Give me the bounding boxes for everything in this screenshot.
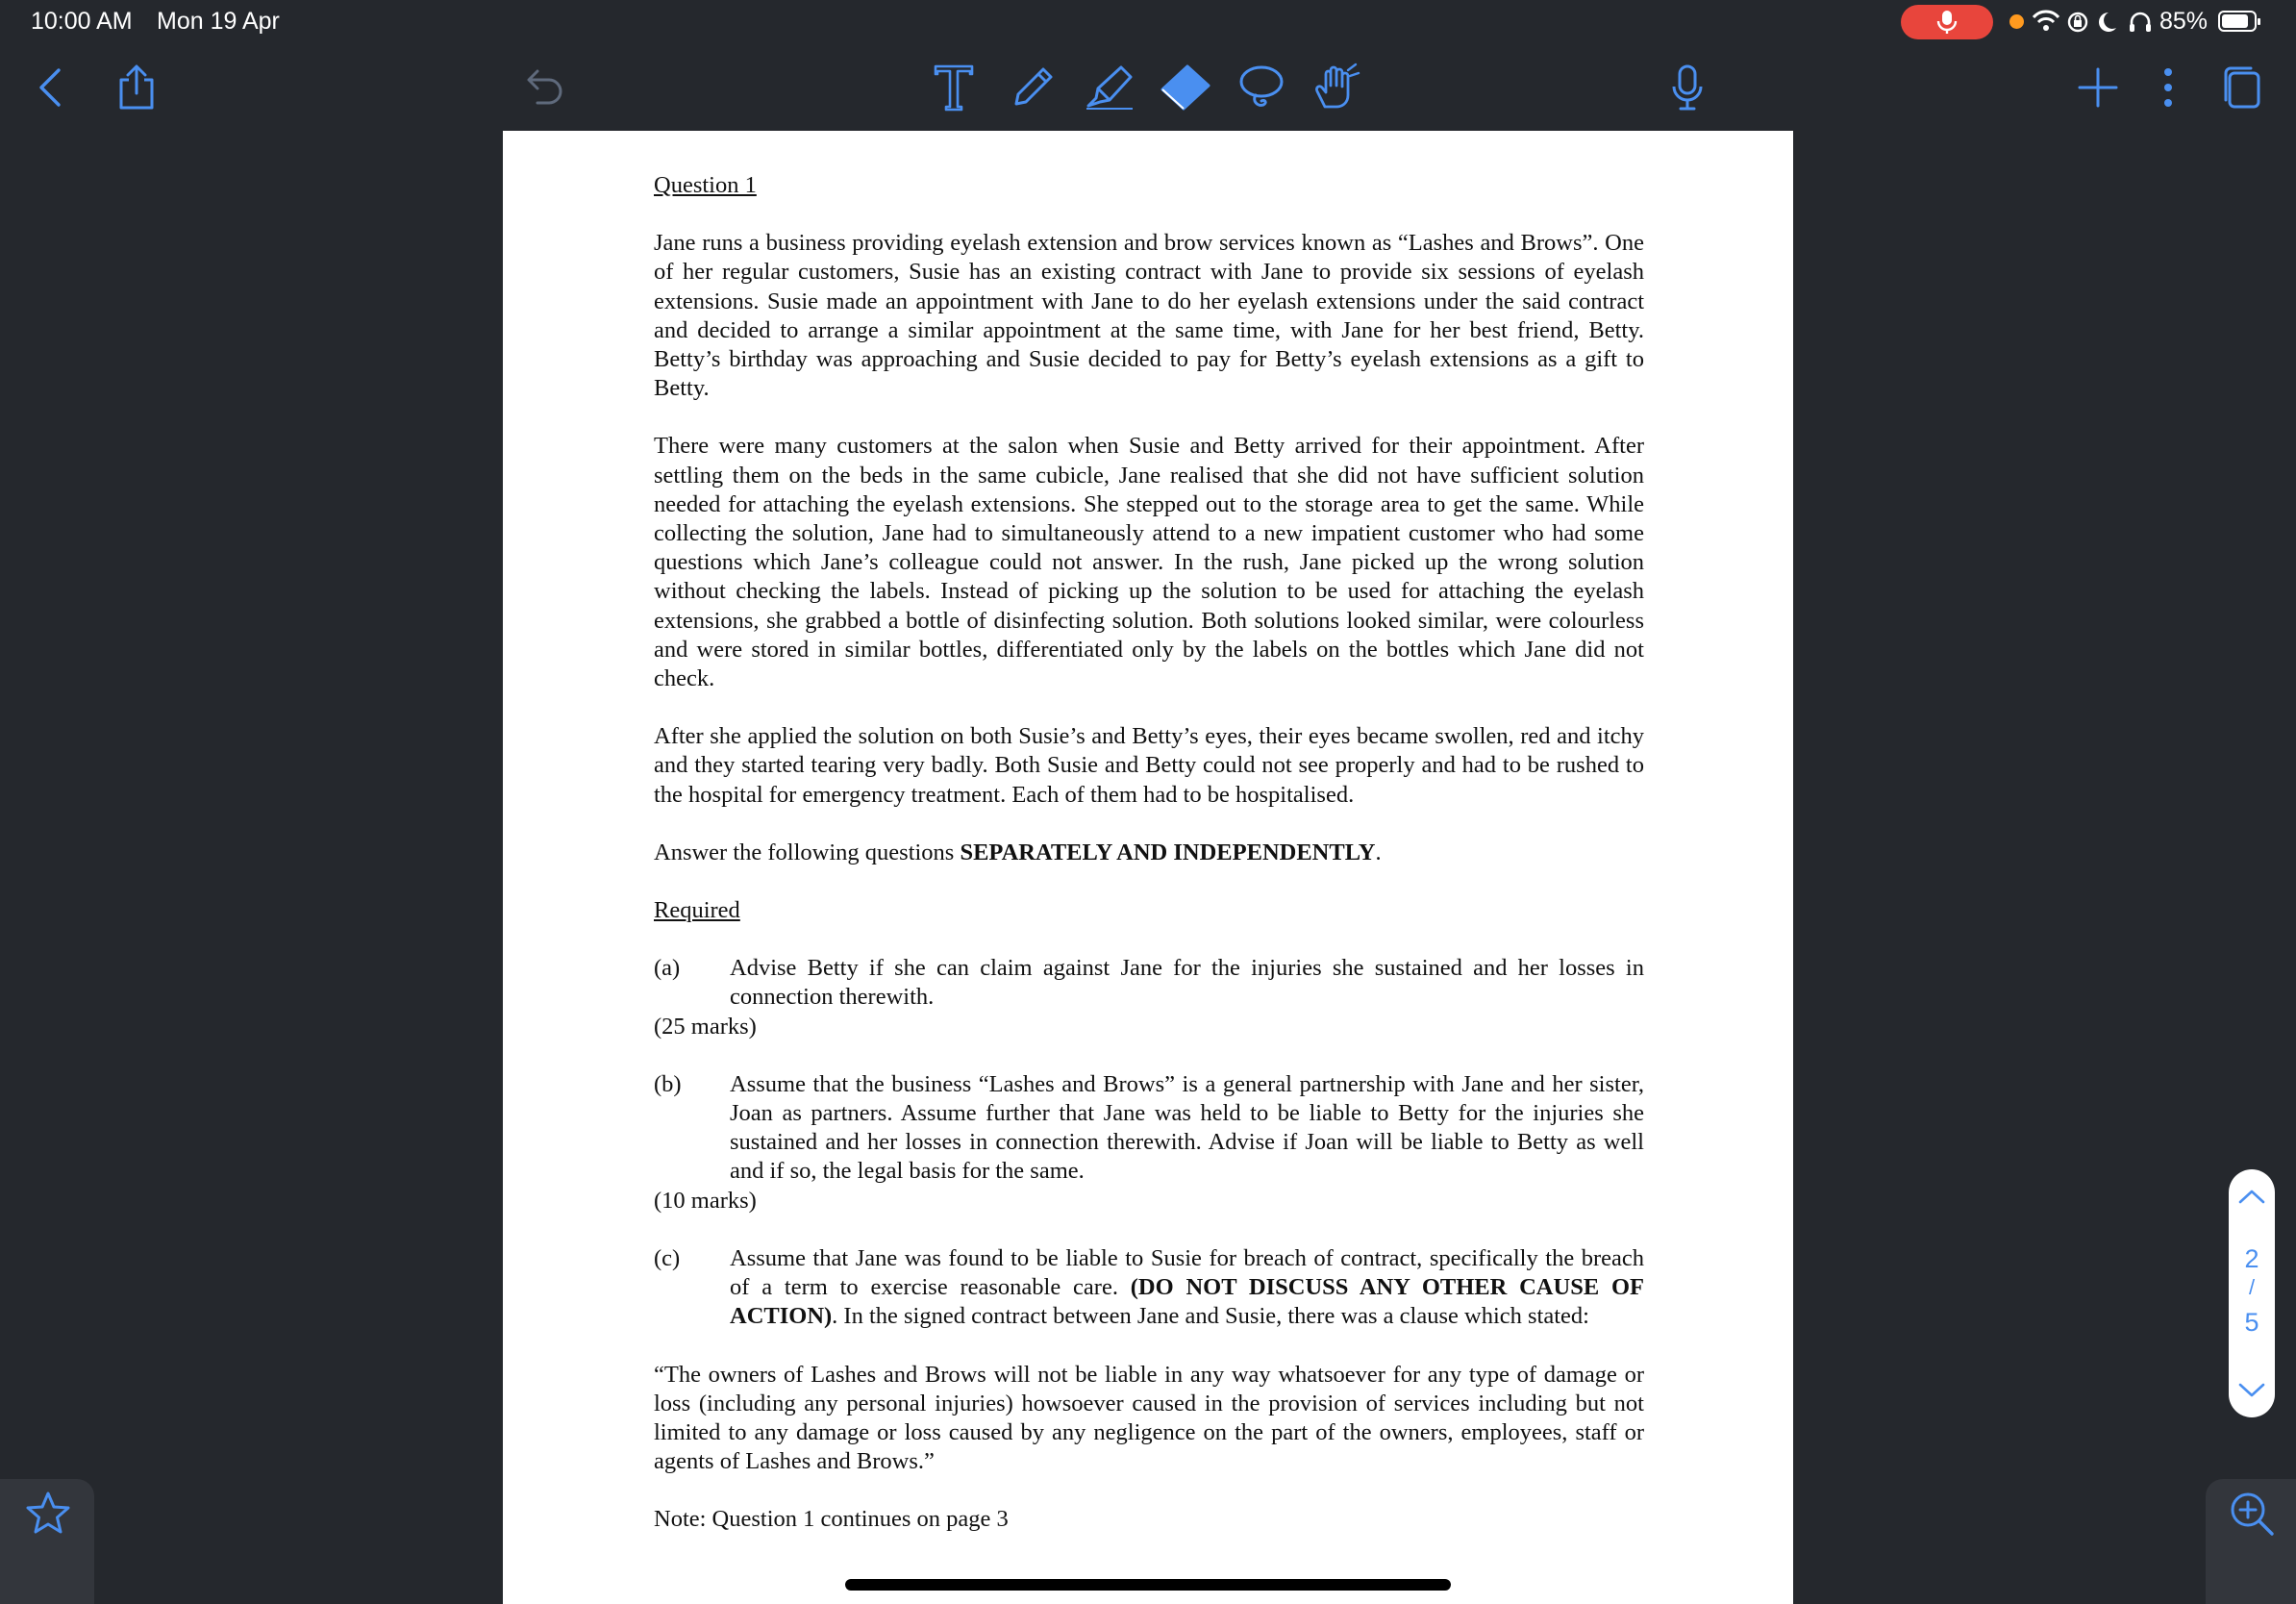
annotation-toolbar [0, 44, 2296, 131]
page-navigator [2229, 1169, 2275, 1417]
item-label: (b) [654, 1070, 682, 1097]
rotation-lock-icon [2069, 13, 2086, 31]
page-separator: / [2248, 1275, 2256, 1299]
status-date: Mon 19 Apr [157, 8, 280, 35]
continuation-note: Note: Question 1 continues on page 3 [654, 1506, 1009, 1533]
item-text [730, 1244, 1644, 1332]
undo-button[interactable] [514, 44, 572, 131]
highlighter-tool-button[interactable] [1081, 44, 1138, 131]
document-content [654, 171, 1644, 1535]
text-tool-button[interactable] [927, 44, 981, 131]
instruction-end: . [1375, 839, 1382, 865]
next-page-button[interactable] [2238, 1383, 2265, 1398]
question-item-a [654, 954, 1644, 1012]
instruction-text: Answer the following questions [654, 839, 961, 865]
item-text: Advise Betty if she can claim against Jane for the injuries she sustained and her losses in connection therewith. [730, 955, 1644, 1011]
eraser-tool-button[interactable] [1156, 44, 1215, 131]
pages-icon [2222, 65, 2262, 110]
recording-indicator[interactable] [1901, 5, 1993, 39]
home-indicator[interactable] [845, 1579, 1451, 1591]
more-options-button[interactable] [2144, 44, 2192, 131]
contract-clause-quote: “The owners of Lashes and Brows will not be liable in any way whatsoever for any type of damage or loss (including any personal injuries) howsoever caused in the provision of services including but not limited to any damage or loss caused by any negligence on the part of the owners, employees, staff or agents of Lashes and Brows.” [654, 1361, 1644, 1475]
lasso-tool-button[interactable] [1233, 44, 1290, 131]
paragraph-2: There were many customers at the salon when Susie and Betty arrived for their appointment. After settling them on the beds in the same cubicle, Jane realised that she did not have sufficient solution needed for attaching the eyelash extensions. She stepped out to the storage area to get the same. While collecting the solution, Jane had to simultaneously attend to a new impatient customer who had some questions which Jane’s colleague could not answer. In the rush, Jane picked up the wrong solution without checking the labels. Instead of picking up the solution to be used for attaching the eyelash extensions, she grabbed a bottle of disinfecting solution. Both solutions looked similar, were colourless and were stored in similar bottles, differentiated only by the labels on the bottles which Jane did not check. [654, 433, 1644, 692]
highlighter-tool-icon [1083, 63, 1136, 112]
add-page-button[interactable] [2069, 44, 2127, 131]
moon-icon [2099, 13, 2116, 32]
lasso-tool-icon [1236, 63, 1286, 113]
question-item-b [654, 1070, 1644, 1187]
item-text-part: . In the signed contract between Jane and Susie, there was a clause which stated: [832, 1303, 1589, 1330]
zoom-in-icon [2229, 1491, 2275, 1537]
marks-b: (10 marks) [654, 1187, 757, 1214]
item-label: (a) [654, 955, 681, 982]
current-page-number: 2 [2244, 1244, 2259, 1273]
plus-icon [2077, 66, 2119, 109]
record-audio-button[interactable] [1659, 44, 1716, 131]
document-page[interactable] [503, 131, 1793, 1604]
page-overview-button[interactable] [2213, 44, 2271, 131]
wifi-icon [2034, 12, 2059, 31]
marks-a: (25 marks) [654, 1013, 757, 1040]
instruction-line [654, 839, 1644, 867]
previous-page-button[interactable] [2238, 1189, 2265, 1204]
instruction-emphasis: SEPARATELY AND INDEPENDENTLY [960, 839, 1376, 865]
battery-percent: 85% [2159, 8, 2209, 35]
microphone-icon [1671, 63, 1704, 112]
status-icons [2032, 9, 2157, 36]
favorite-button[interactable] [0, 1479, 94, 1604]
back-chevron-icon [36, 66, 64, 109]
question-heading: Question 1 [654, 172, 757, 198]
hand-tool-icon [1311, 63, 1361, 113]
total-pages: 5 [2244, 1308, 2259, 1337]
item-text-part: Assume that Jane was found to be liable to Susie for breach of contract, specifically the breach of a term to exercise reasonable care. [730, 1244, 1644, 1301]
status-bar [0, 0, 2296, 44]
item-label: (c) [654, 1244, 681, 1271]
eraser-tool-icon [1159, 63, 1212, 113]
share-icon [117, 64, 156, 111]
zoom-button[interactable] [2206, 1479, 2296, 1604]
battery-icon [2218, 11, 2257, 32]
privacy-indicator-dot [2009, 14, 2024, 29]
text-tool-icon [932, 63, 976, 113]
required-heading: Required [654, 897, 740, 924]
paragraph-1: Jane runs a business providing eyelash extension and brow services known as “Lashes and Brows”. One of her regular customers, Susie has an existing contract with Jane to provide six sessions of eyelash extensions. Susie made an appointment with Jane to do her eyelash extensions under the said contract and decided to arrange a similar appointment at the same time, with Jane for her best friend, Betty. Betty’s birthday was approaching and Susie decided to pay for Betty’s eyelash extensions as a gift to Betty. [654, 230, 1644, 402]
item-text: Assume that the business “Lashes and Brows” is a general partnership with Jane and her sister, Joan as partners. Assume further that Jane was held to be liable to Betty for the injuries she sustained and her losses in connection therewith. Advise if Joan will be liable to Betty as well and if so, the legal basis for the same. [730, 1070, 1644, 1185]
undo-icon [522, 66, 564, 109]
status-time: 10:00 AM [31, 8, 133, 35]
back-button[interactable] [21, 44, 79, 131]
hand-tool-button[interactable] [1308, 44, 1365, 131]
microphone-icon [1935, 10, 1959, 35]
item-text-emphasis: (DO NOT DISCUSS ANY OTHER CAUSE OF ACTION) [730, 1274, 1644, 1330]
headphones-icon [2130, 13, 2151, 32]
question-item-c [654, 1244, 1644, 1332]
favorite-star-icon [25, 1491, 71, 1535]
more-vertical-icon [2162, 66, 2174, 109]
paragraph-3: After she applied the solution on both Susie’s and Betty’s eyes, their eyes became swollen, red and itchy and they started tearing very badly. Both Susie and Betty could not see properly and had to be rushed to the hospital for emergency treatment. Each of them had to be hospitalised. [654, 723, 1644, 808]
pen-tool-icon [1009, 63, 1057, 112]
share-button[interactable] [108, 44, 165, 131]
pen-tool-button[interactable] [1006, 44, 1060, 131]
